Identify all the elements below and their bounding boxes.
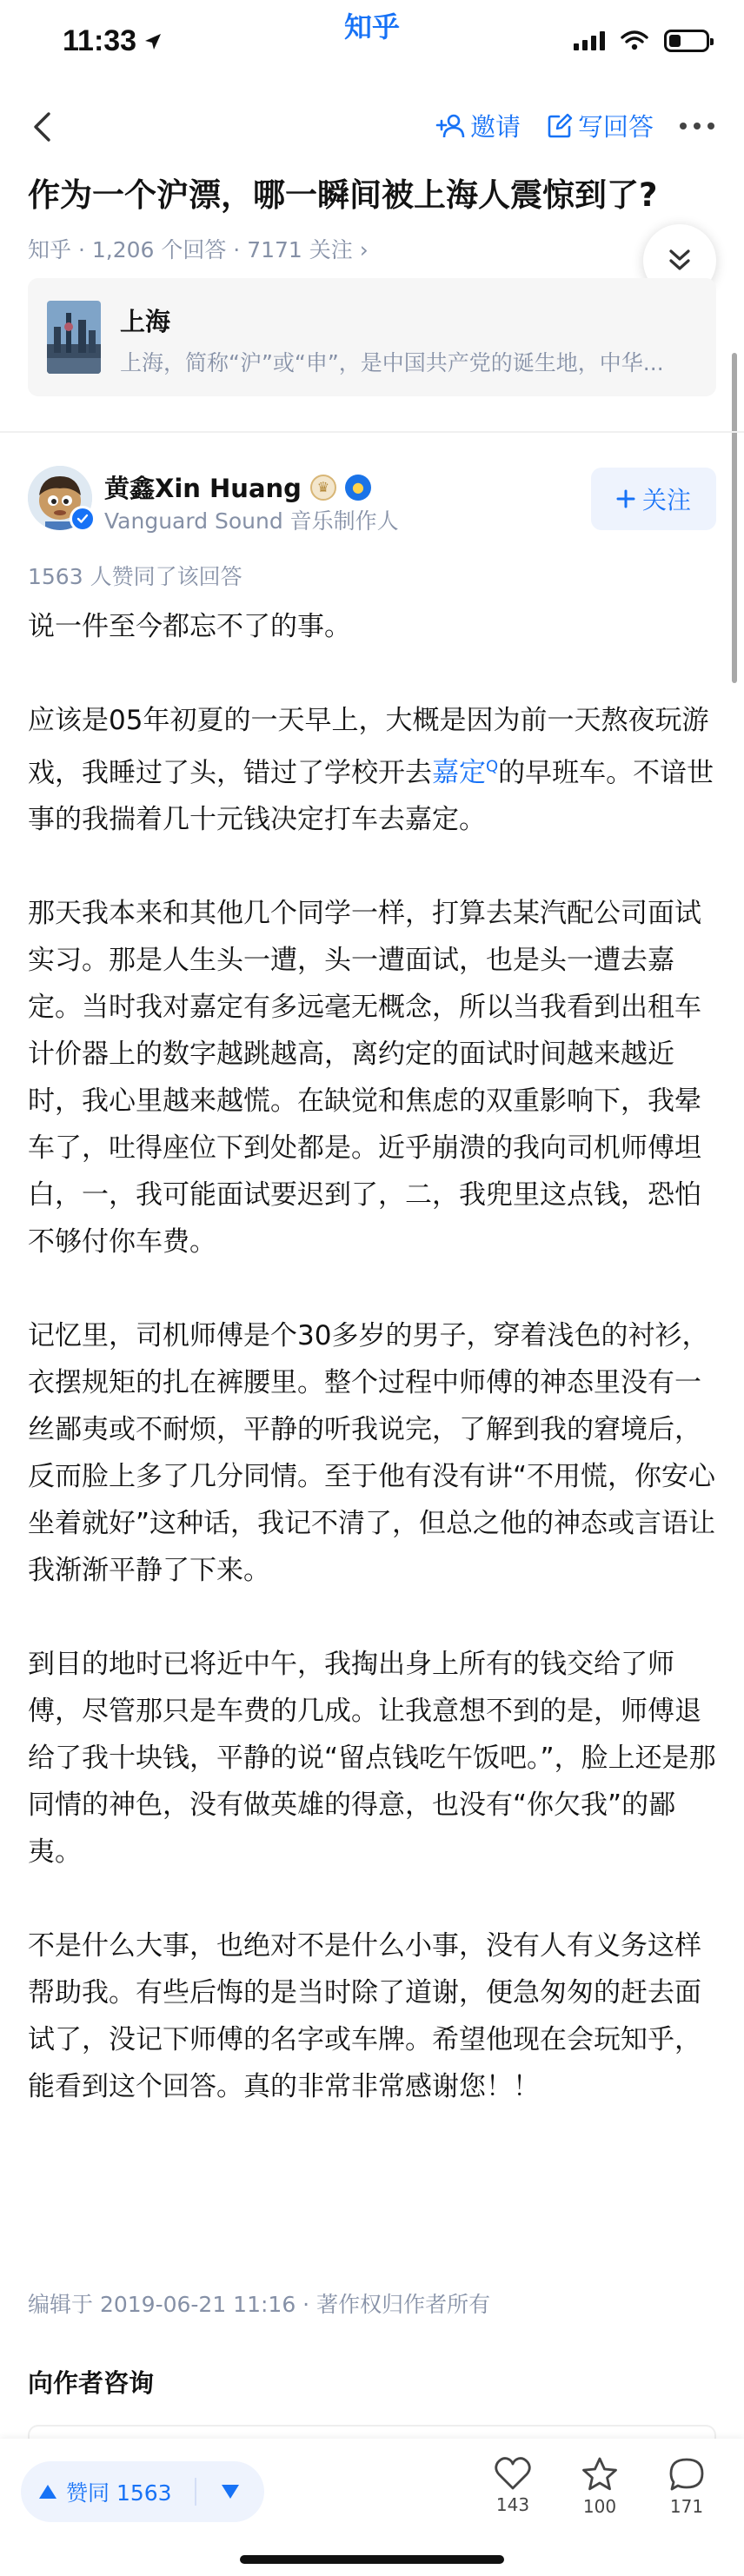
more-dot-icon — [707, 123, 714, 129]
status-bar — [0, 0, 744, 83]
invite-label: 邀请 — [469, 112, 521, 142]
vote-summary: 1563 人赞同了该回答 — [28, 564, 242, 589]
medal-badge-icon: ● — [345, 475, 371, 501]
jiading-link-text: 嘉定 — [432, 757, 486, 789]
consult-author-title: 向作者咨询 — [28, 2368, 155, 2398]
write-answer-label: 写回答 — [577, 112, 654, 142]
upvote-label: 赞同 1563 — [66, 2480, 172, 2506]
upvote-button[interactable] — [21, 2476, 195, 2507]
edit-icon — [547, 113, 573, 139]
comment-count: 171 — [669, 2496, 704, 2517]
status-icons — [574, 30, 709, 52]
favorite-button[interactable] — [565, 2456, 634, 2517]
battery-icon — [664, 30, 709, 52]
comment-button[interactable] — [652, 2456, 721, 2517]
verified-badge-icon — [70, 506, 96, 532]
topic-thumbnail — [47, 301, 101, 374]
plus-icon — [616, 489, 635, 508]
heart-icon — [494, 2456, 532, 2491]
answer-text: 的早班车。不谙世事的我揣着几十元钱决定打车去嘉定。 — [28, 757, 714, 836]
vote-control — [21, 2461, 264, 2522]
invite-user-icon — [435, 113, 465, 139]
back-button[interactable] — [24, 108, 59, 146]
topic-card[interactable] — [28, 278, 716, 396]
answer-text: 应该是05年初夏的一天早上，大概是因为前一天熬夜玩游戏，我睡过了头，错过了学校开去 — [28, 705, 709, 789]
comment-bubble-icon — [668, 2456, 706, 2493]
invite-button[interactable] — [435, 108, 521, 143]
downvote-button[interactable] — [196, 2483, 264, 2500]
cellular-signal-icon — [574, 31, 605, 50]
like-button[interactable] — [478, 2456, 548, 2515]
chevron-left-icon — [32, 111, 51, 143]
nav-actions — [435, 108, 714, 143]
answer-body — [28, 603, 716, 2157]
answer-paragraph: 不是什么大事，也绝对不是什么小事，没有人有义务这样帮助我。有些后悔的是当时除了道谢，便急匆匆的赶去面试了，没记下师傅的名字或车牌。希望他现在会玩知乎，能看到这个回答。真的非常非常感谢您！！ — [28, 1930, 701, 2103]
author-bio: Vanguard Sound 音乐制作人 — [104, 508, 399, 534]
more-dot-icon — [694, 123, 701, 129]
wifi-icon — [621, 30, 648, 51]
section-divider — [0, 431, 744, 433]
write-answer-button[interactable] — [547, 108, 654, 143]
question-title[interactable]: 作为一个沪漂，哪一瞬间被上海人震惊到了? — [28, 176, 658, 214]
status-time-text: 11:33 — [63, 24, 137, 57]
answer-paragraph: 说一件至今都忘不了的事。 — [28, 611, 351, 642]
jiading-link[interactable] — [432, 757, 498, 788]
home-indicator[interactable] — [240, 2555, 504, 2564]
topic-description: 上海，简称“沪”或“申”，是中国共产党的诞生地，中华... — [120, 350, 664, 375]
search-link-icon: Q — [486, 758, 499, 776]
triangle-up-icon — [38, 2483, 57, 2500]
author-name[interactable] — [104, 469, 371, 505]
star-icon — [581, 2456, 619, 2493]
topic-name: 上海 — [120, 307, 171, 336]
follow-label: 关注 — [641, 486, 691, 515]
answer-paragraph — [28, 697, 716, 843]
answer-paragraph: 记忆里，司机师傅是个30多岁的男子，穿着浅色的衬衫，衣摆规矩的扎在裤腰里。整个过程中师傅的神态里没有一丝鄙夷或不耐烦，平静的听我说完，了解到我的窘境后，反而脸上多了几分同情。至于他有没有讲“不用慌，你安心坐着就好”这种话，我记不清了，但总之他的神态或言语让我渐渐平静了下来。 — [28, 1320, 716, 1587]
zhihu-brand[interactable]: 知乎 — [343, 10, 400, 43]
double-chevron-down-icon — [668, 248, 692, 274]
favorite-count: 100 — [582, 2496, 617, 2517]
edit-timestamp: 编辑于 2019-06-21 11:16 · 著作权归作者所有 — [28, 2292, 491, 2317]
top-nav-bar — [0, 96, 744, 158]
follow-button[interactable] — [591, 468, 716, 530]
scrollbar[interactable] — [732, 353, 737, 683]
like-count: 143 — [495, 2494, 530, 2515]
triangle-down-icon — [221, 2483, 240, 2500]
answer-paragraph: 那天我本来和其他几个同学一样，打算去某汽配公司面试实习。那是人生头一遭，头一遭面试，也是头一遭去嘉定。当时我对嘉定有多远毫无概念，所以当我看到出租车计价器上的数字越跳越高，离约定的面试时间越来越近时，我心里越来越慌。在缺觉和焦虑的双重影响下，我晕车了，吐得座位下到处都是。近乎崩溃的我向司机师傅坦白，一，我可能面试要迟到了，二，我兜里这点钱，恐怕不够付你车费。 — [28, 898, 701, 1258]
author-name-text: 黄鑫Xin Huang — [104, 474, 302, 503]
more-options-button[interactable] — [680, 123, 714, 129]
question-meta[interactable]: 知乎 · 1,206 个回答 · 7171 关注 › — [28, 237, 369, 262]
answer-paragraph: 到目的地时已将近中午，我掏出身上所有的钱交给了师傅，尽管那只是车费的几成。让我意想不到的是，师傅退给了我十块钱，平静的说“留点钱吃午饭吧。”，脸上还是那同情的神色，没有做英雄的得意，也没有“你欠我”的鄙夷。 — [28, 1649, 716, 1869]
crown-badge-icon: ♛ — [310, 475, 336, 501]
more-dot-icon — [680, 123, 687, 129]
